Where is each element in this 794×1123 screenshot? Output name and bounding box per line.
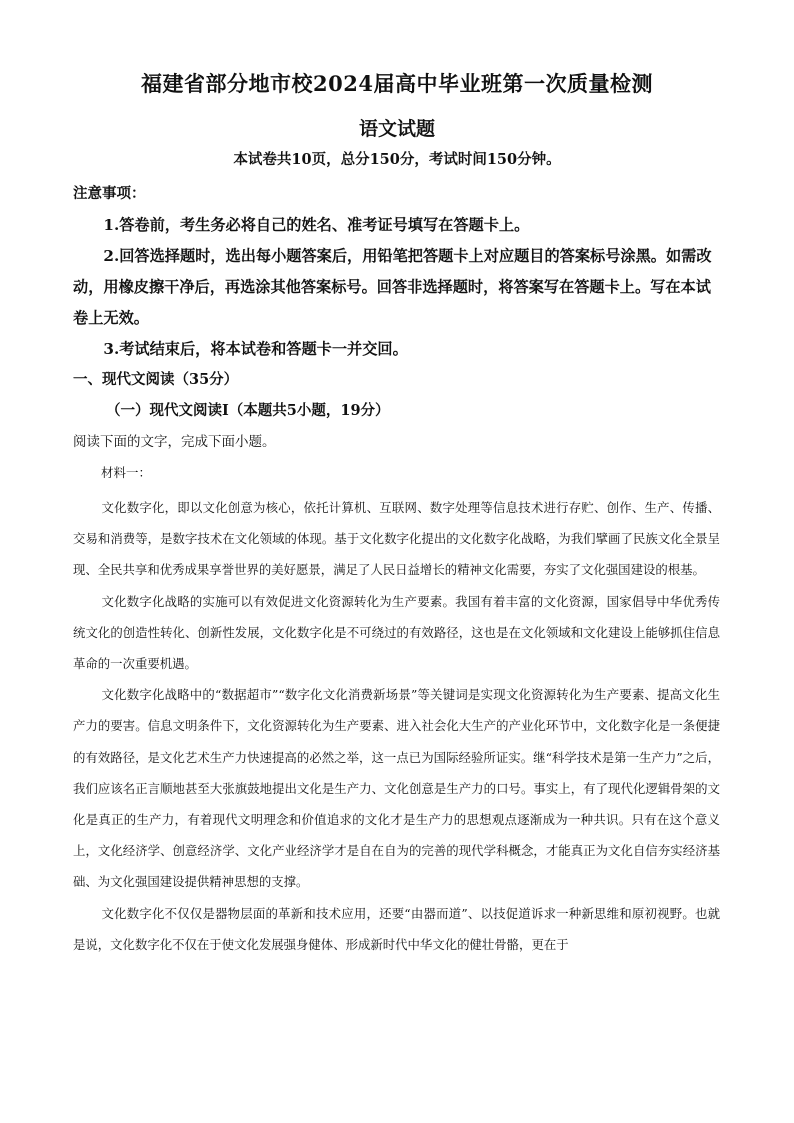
reading-passage: [73, 492, 720, 960]
section-heading: 一、现代文阅读（35分）: [73, 371, 239, 388]
passage-paragraph: 文化数字化战略的实施可以有效促进文化资源转化为生产要素。我国有着丰富的文化资源，国家倡导中华优秀传统文化的创造性转化、创新性发展，文化数字化是不可绕过的有效路径，这也是在文化领域和文化建设上能够抓住信息革命的一次重要机遇。: [73, 593, 720, 672]
passage-paragraph: 文化数字化不仅仅是器物层面的革新和技术应用，还要“由器而道”、以技促道诉求一种新思维和原初视野。也就是说，文化数字化不仅在于使文化发展强身健体、形成新时代中华文化的健壮骨骼，更在于: [73, 905, 720, 952]
notice-item: 2.回答选择题时，选出每小题答案后，用铅笔把答题卡上对应题目的答案标号涂黑。如需改动，用橡皮擦干净后，再选涂其他答案标号。回答非选择题时，将答案写在答题卡上。写在本试卷上无效。: [73, 247, 712, 327]
exam-title: 福建省部分地市校2024届高中毕业班第一次质量检测: [141, 71, 653, 96]
notice-item: 3.考试结束后，将本试卷和答题卡一并交回。: [103, 340, 408, 358]
notice-item: 1.答卷前，考生务必将自己的姓名、准考证号填写在答题卡上。: [103, 216, 530, 234]
passage-paragraph: 文化数字化战略中的“数据超市”“数字化文化消费新场景”等关键词是实现文化资源转化为生产要素、提高文化生产力的要害。信息文明条件下，文化资源转化为生产要素、进入社会化大生产的产业化环节中，文化数字化是一条便捷的有效路径，是文化艺术生产力快速提高的必然之举，这一点已为国际经验所证实。继“科学技术是第一生产力”之后，我们应该名正言顺地甚至大张旗鼓地提出文化是生产力、文化创意是生产力的口号。事实上，有了现代化逻辑骨架的文化是真正的生产力，有着现代文明理念和价值追求的文化才是生产力的思想观点逐渐成为一种共识。只有在这个意义上，文化经济学、创意经济学、文化产业经济学才是自在自为的完善的现代学科概念，才能真正为文化自信夯实经济基础、为文化强国建设提供精神思想的支撑。: [73, 687, 720, 890]
passage-paragraph: 文化数字化，即以文化创意为核心，依托计算机、互联网、数字处理等信息技术进行存贮、创作、生产、传播、交易和消费等，是数字技术在文化领域的体现。基于文化数字化提出的文化数字化战略，为我们擘画了民族文化全景呈现、全民共享和优秀成果享誉世界的美好愿景，满足了人民日益增长的精神文化需要，夯实了文化强国建设的根基。: [73, 500, 720, 578]
notice-heading: 注意事项：: [73, 185, 146, 202]
exam-info: 本试卷共10页，总分150分，考试时间150分钟。: [233, 151, 561, 168]
material-label: 材料一：: [101, 465, 152, 480]
exam-subtitle: 语文试题: [358, 118, 435, 140]
section-subheading: （一）现代文阅读Ⅰ（本题共5小题，19分）: [106, 402, 390, 419]
reading-instruction: 阅读下面的文字，完成下面小题。: [73, 434, 276, 450]
notice-list: [73, 210, 723, 365]
